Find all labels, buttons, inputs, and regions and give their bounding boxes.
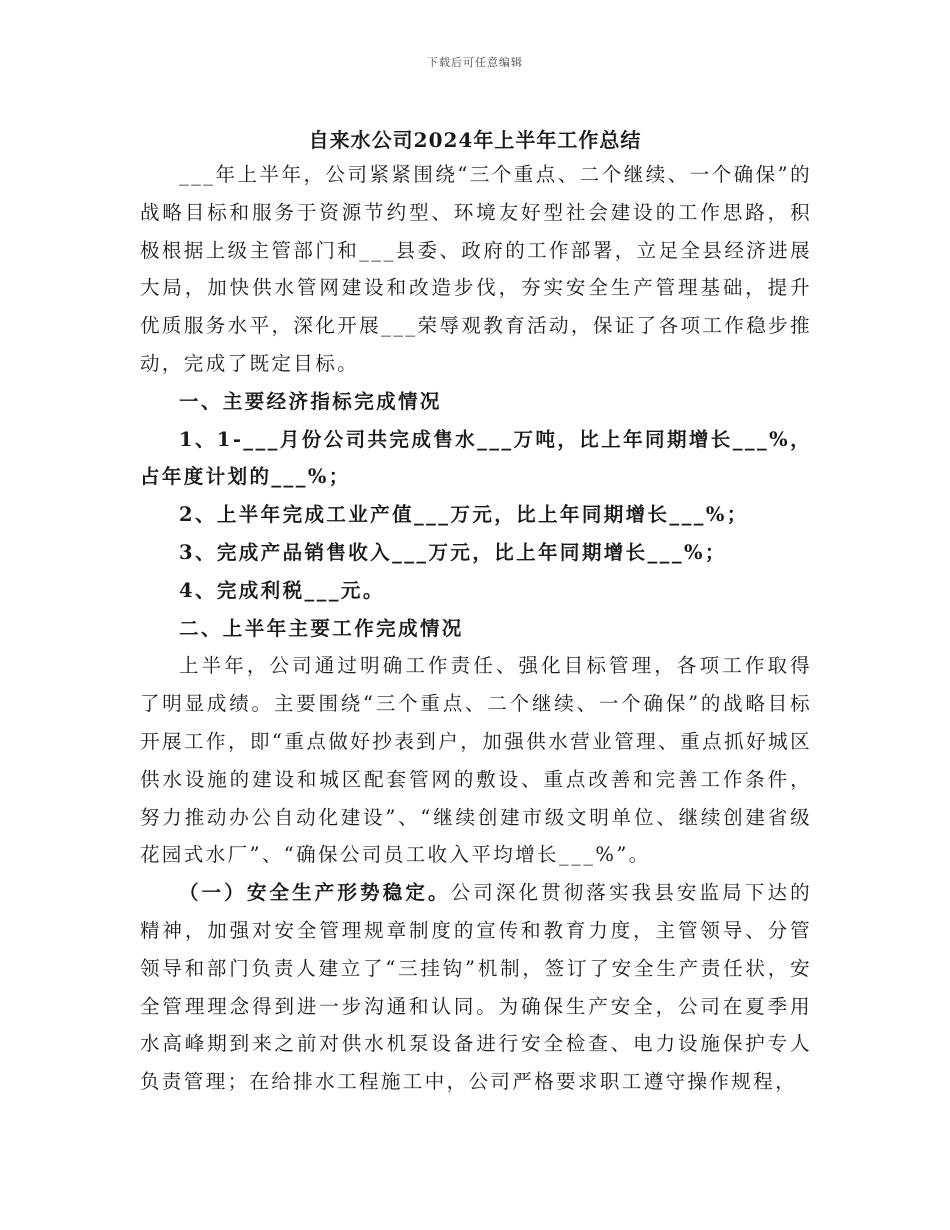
safety-paragraph bbox=[140, 874, 812, 1101]
section-heading-main-work: 二、上半年主要工作完成情况 bbox=[179, 616, 464, 640]
indicator-item: 3、完成产品销售收入___万元，比上年同期增长___%； bbox=[179, 540, 727, 564]
indicator-item: 2、上半年完成工业产值___万元，比上年同期增长___%； bbox=[179, 503, 749, 527]
subsection-heading-safety: （一）安全生产形势稳定。 bbox=[179, 881, 451, 905]
safety-paragraph-text: 公司深化贯彻落实我县安监局下达的精神，加强对安全管理规章制度的宣传和教育力度，主管领导、分管领导和部门负责人建立了“三挂钩”机制，签订了安全生产责任状，安全管理理念得到进一步沟通和认同。为确保生产安全，公司在夏季用水高峰期到来之前对供水机泵设备进行安全检查、电力设施保护专人负责管理；在给排水工程施工中，公司严格要求职工遵守操作规程， bbox=[140, 881, 812, 1094]
page-header-note: 下载后可任意编辑 bbox=[427, 56, 523, 69]
document-body bbox=[140, 156, 812, 1101]
indicator-item: 4、完成利税___元。 bbox=[179, 578, 385, 602]
main-work-paragraph: 上半年，公司通过明确工作责任、强化目标管理，各项工作取得了明显成绩。主要围绕“三个重点、二个继续、一个确保”的战略目标开展工作，即“重点做好抄表到户，加强供水营业管理、重点抓好城区供水设施的建设和城区配套管网的敷设、重点改善和完善工作条件，努力推动办公自动化建设”、“继续创建市级文明单位、继续创建省级花园式水厂”、“确保公司员工收入平均增长___%”。 bbox=[140, 654, 812, 867]
section-heading-economic-indicators: 一、主要经济指标完成情况 bbox=[179, 389, 442, 413]
document-title: 自来水公司2024年上半年工作总结 bbox=[308, 128, 642, 152]
indicator-item: 1、1-___月份公司共完成售水___万吨，比上年同期增长___%，占年度计划的___%； bbox=[140, 427, 812, 489]
intro-paragraph: ___年上半年，公司紧紧围绕“三个重点、二个继续、一个确保”的战略目标和服务于资源节约型、环境友好型社会建设的工作思路，积极根据上级主管部门和___县委、政府的工作部署，立足全县经济进展大局，加快供水管网建设和改造步伐，夯实安全生产管理基础，提升优质服务水平，深化开展___荣辱观教育活动，保证了各项工作稳步推动，完成了既定目标。 bbox=[140, 163, 812, 375]
